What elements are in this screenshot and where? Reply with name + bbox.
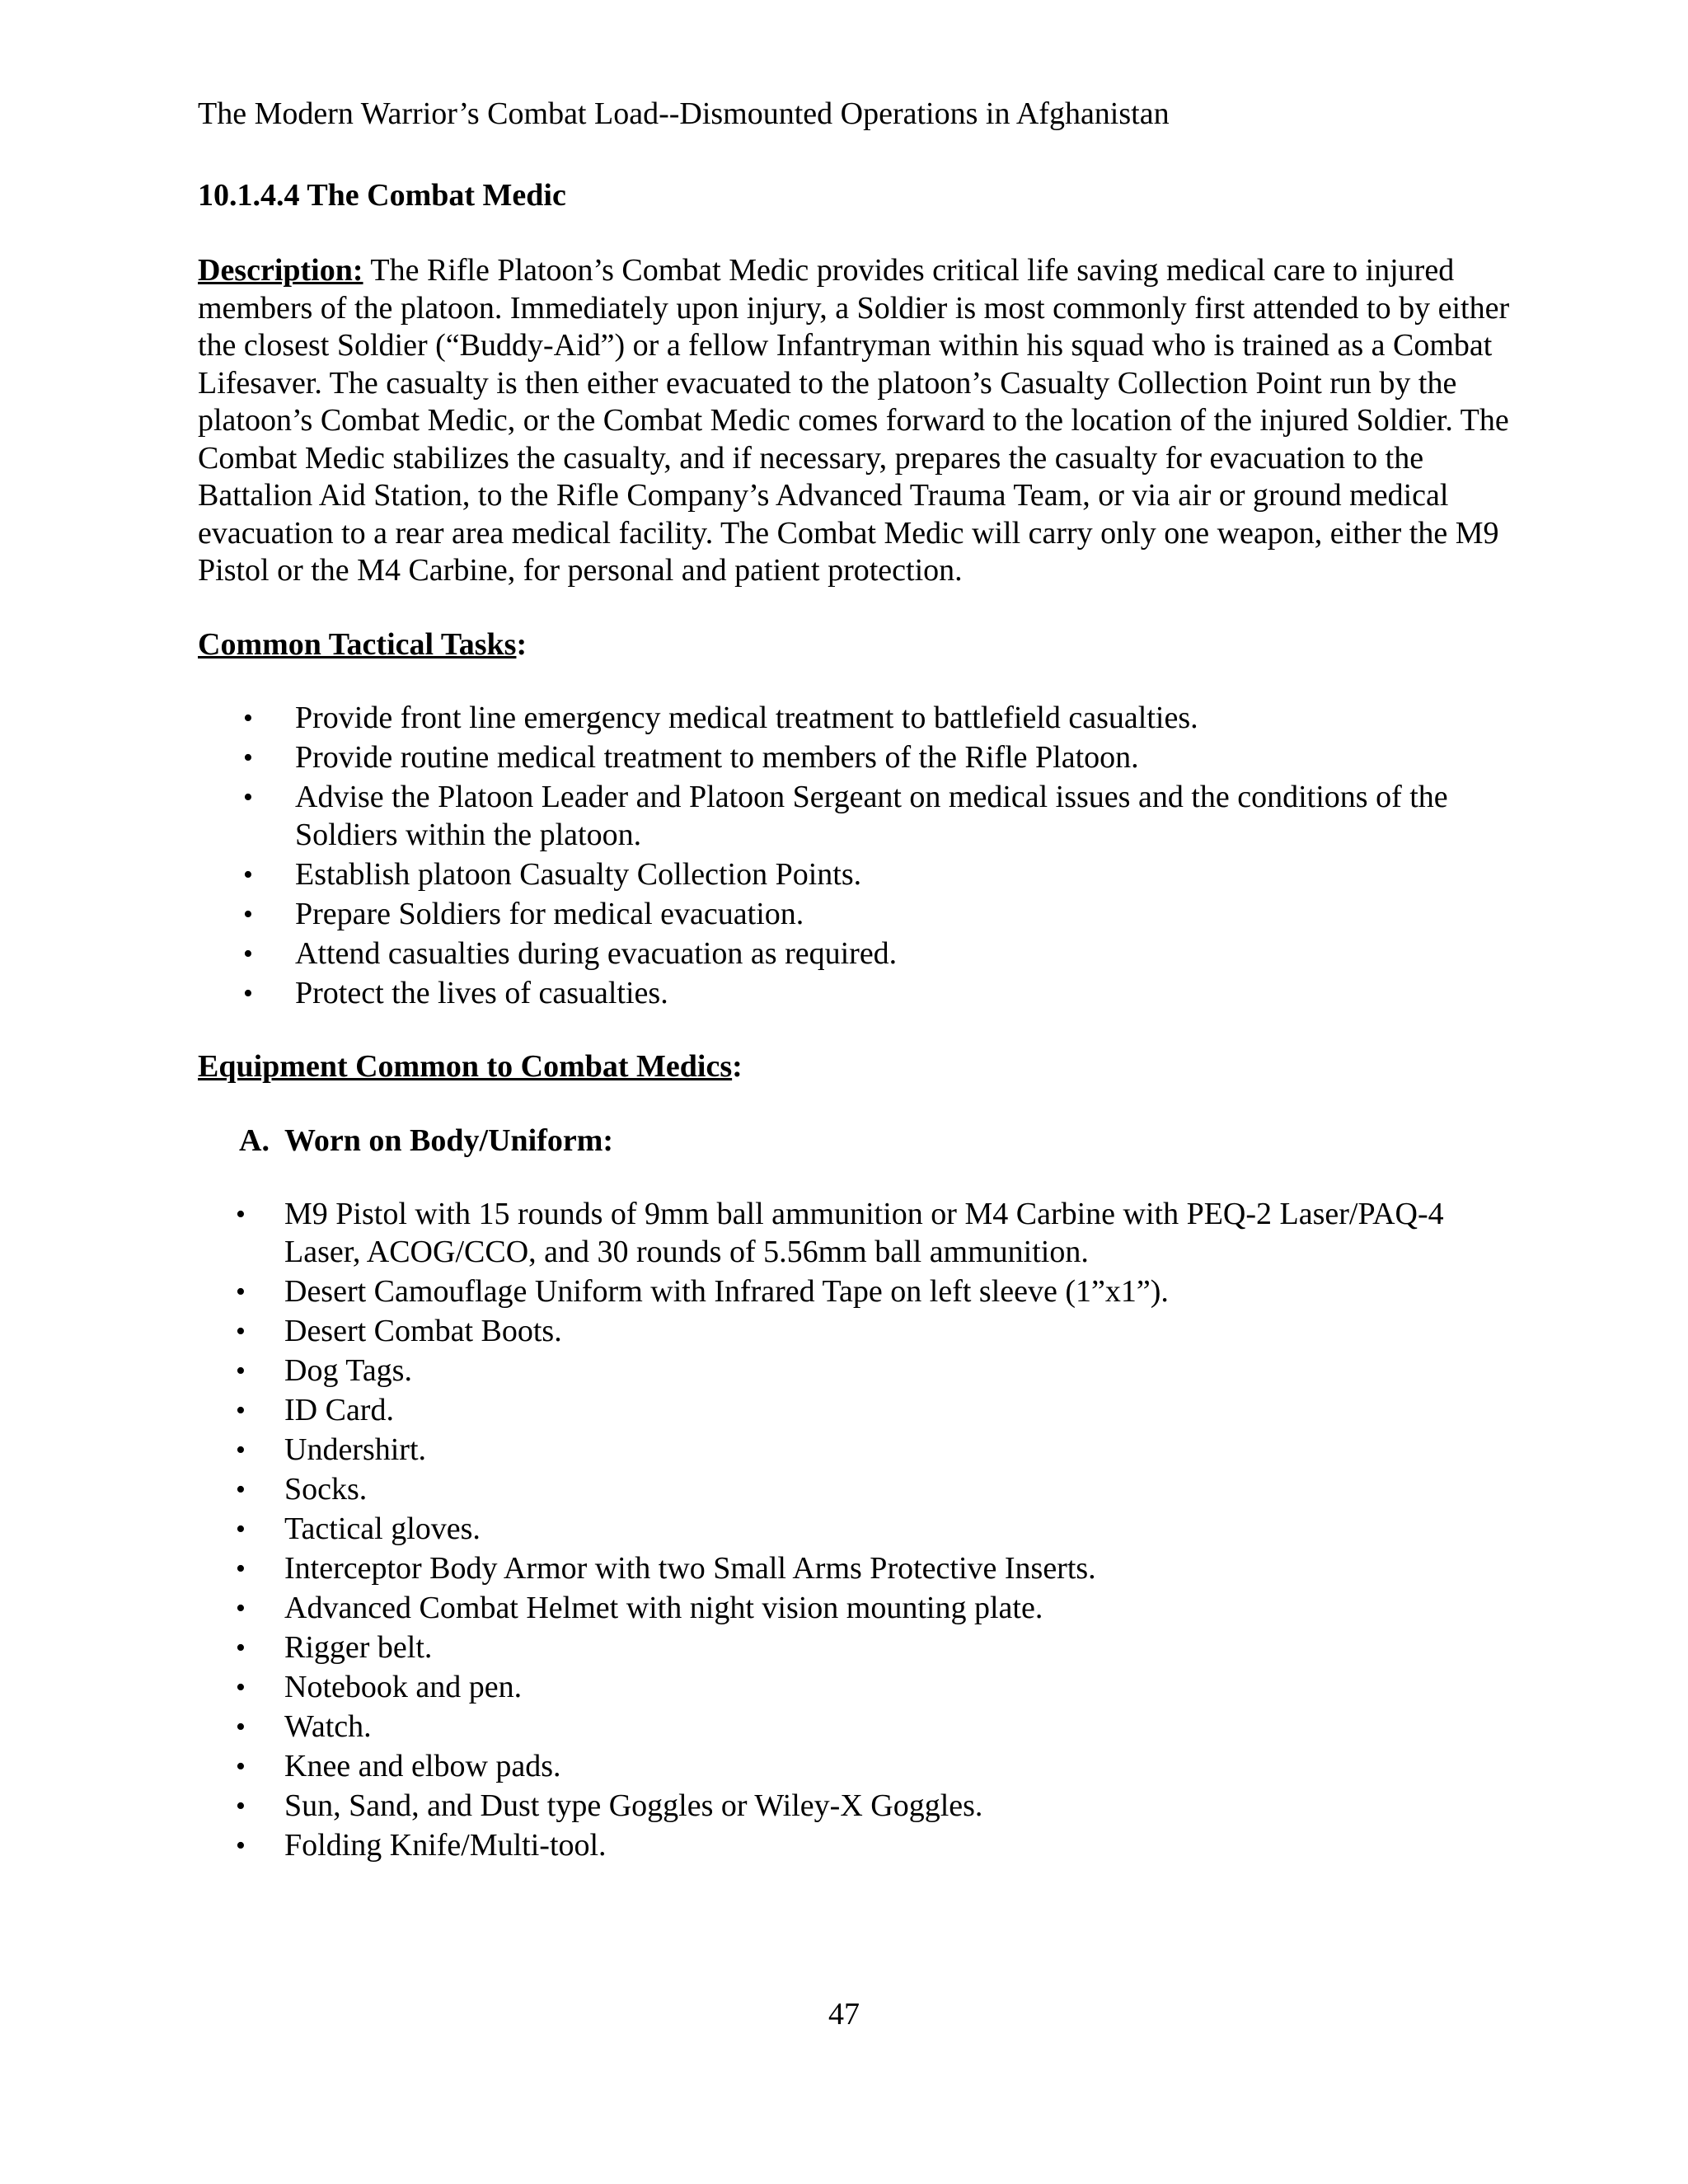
tactical-task-item xyxy=(198,896,1517,934)
bullet-icon: • xyxy=(243,703,253,733)
tactical-task-item xyxy=(198,779,1517,854)
equipment-item-text: Advanced Combat Helmet with night vision mounting plate. xyxy=(284,1590,1043,1625)
equipment-item xyxy=(198,1590,1517,1628)
equipment-heading-text: Equipment Common to Combat Medics xyxy=(198,1049,733,1084)
equipment-item xyxy=(198,1196,1517,1271)
bullet-icon: • xyxy=(236,1711,246,1742)
tactical-task-item xyxy=(198,700,1517,738)
page-number: 47 xyxy=(828,1997,860,2032)
description-label: Description: xyxy=(198,253,363,288)
description-paragraph xyxy=(198,252,1517,590)
tactical-task-item-text: Provide front line emergency medical treatment to battlefield casualties. xyxy=(295,701,1198,735)
equipment-heading-colon: : xyxy=(732,1049,743,1084)
bullet-icon: • xyxy=(236,1474,246,1505)
equipment-item-text: Notebook and pen. xyxy=(284,1669,523,1704)
bullet-icon: • xyxy=(236,1790,246,1821)
equipment-item xyxy=(198,1313,1517,1351)
description-text: The Rifle Platoon’s Combat Medic provides critical life saving medical care to injured members of the platoon. Immediately upon injury, a Soldier is most commonly first attended to by either the closest Soldier (“Buddy-Aid”) or a fellow Infantryman within his squad who is trained as a Combat Lifesaver. The casualty is then either evacuated to the platoon’s Casualty Collection Point run by the platoon’s Combat Medic, or the Combat Medic comes forward to the location of the injured Soldier. The Combat Medic stabilizes the casualty, and if necessary, prepares the casualty for evacuation to the Battalion Aid Station, to the Rifle Company’s Advanced Trauma Team, or via air or ground medical evacuation to a rear area medical facility. The Combat Medic will carry only one weapon, either the M9 Pistol or the M4 Carbine, for personal and patient protection. xyxy=(198,253,1510,588)
equipment-item xyxy=(198,1748,1517,1786)
equipment-item-text: Interceptor Body Armor with two Small Arms Protective Inserts. xyxy=(284,1550,1096,1586)
bullet-icon: • xyxy=(243,938,253,969)
subsection-letter: A. xyxy=(239,1122,270,1158)
tactical-task-item xyxy=(198,739,1517,777)
bullet-icon: • xyxy=(243,859,253,890)
equipment-subsection-heading xyxy=(239,1122,1517,1160)
equipment-item xyxy=(198,1827,1517,1865)
tactical-tasks-heading-text: Common Tactical Tasks xyxy=(198,626,517,662)
equipment-item xyxy=(198,1550,1517,1588)
equipment-item-text: Knee and elbow pads. xyxy=(284,1748,561,1783)
equipment-item-text: Rigger belt. xyxy=(284,1629,433,1665)
bullet-icon: • xyxy=(243,977,253,1009)
equipment-item-text: Desert Camouflage Uniform with Infrared Tape on left sleeve (1”x1”). xyxy=(284,1273,1169,1309)
equipment-item-text: Desert Combat Boots. xyxy=(284,1313,562,1348)
bullet-icon: • xyxy=(243,743,253,773)
equipment-item xyxy=(198,1392,1517,1430)
bullet-icon: • xyxy=(236,1830,246,1861)
tactical-task-item-text: Advise the Platoon Leader and Platoon Sergeant on medical issues and the conditions of the Soldiers within the platoon. xyxy=(295,780,1448,852)
equipment-item xyxy=(198,1273,1517,1311)
equipment-heading xyxy=(198,1048,1517,1086)
tactical-task-item-text: Provide routine medical treatment to members of the Rifle Platoon. xyxy=(295,740,1139,775)
running-header: The Modern Warrior’s Combat Load--Dismounted Operations in Afghanistan xyxy=(198,96,1170,131)
equipment-item-text: Dog Tags. xyxy=(284,1352,412,1388)
bullet-icon: • xyxy=(236,1671,246,1703)
equipment-item-text: Sun, Sand, and Dust type Goggles or Wiley-X Goggles. xyxy=(284,1788,983,1823)
tactical-task-item-text: Attend casualties during evacuation as required. xyxy=(295,935,898,971)
equipment-list xyxy=(198,1196,1517,1864)
document-page xyxy=(198,96,1517,1900)
bullet-icon: • xyxy=(236,1553,246,1584)
section-title: 10.1.4.4 The Combat Medic xyxy=(198,177,566,213)
bullet-icon: • xyxy=(236,1592,246,1624)
equipment-item-text: M9 Pistol with 15 rounds of 9mm ball ammunition or M4 Carbine with PEQ-2 Laser/PAQ-4 Laser, ACOG/CCO, and 30 rounds of 5.56mm ball ammunition. xyxy=(284,1197,1444,1269)
bullet-icon: • xyxy=(236,1199,246,1230)
equipment-item xyxy=(198,1669,1517,1707)
tactical-tasks-list xyxy=(198,700,1517,1012)
equipment-item xyxy=(198,1788,1517,1825)
tactical-task-item xyxy=(198,975,1517,1013)
tactical-task-item-text: Protect the lives of casualties. xyxy=(295,975,668,1010)
bullet-icon: • xyxy=(236,1434,246,1465)
equipment-item xyxy=(198,1511,1517,1549)
equipment-item xyxy=(198,1629,1517,1667)
tactical-task-item xyxy=(198,935,1517,973)
equipment-item-text: Folding Knife/Multi-tool. xyxy=(284,1827,607,1863)
bullet-icon: • xyxy=(243,782,253,813)
equipment-item-text: ID Card. xyxy=(284,1392,394,1427)
equipment-item xyxy=(198,1352,1517,1390)
tactical-tasks-heading-colon: : xyxy=(516,626,528,662)
subsection-title: Worn on Body/Uniform: xyxy=(284,1122,614,1158)
bullet-icon: • xyxy=(236,1750,246,1782)
tactical-task-item xyxy=(198,856,1517,894)
bullet-icon: • xyxy=(236,1632,246,1663)
equipment-item xyxy=(198,1432,1517,1469)
equipment-item-text: Socks. xyxy=(284,1471,368,1507)
bullet-icon: • xyxy=(236,1394,246,1426)
equipment-item-text: Undershirt. xyxy=(284,1432,427,1467)
bullet-icon: • xyxy=(236,1315,246,1347)
bullet-icon: • xyxy=(236,1513,246,1544)
equipment-item xyxy=(198,1471,1517,1509)
bullet-icon: • xyxy=(243,898,253,930)
bullet-icon: • xyxy=(236,1355,246,1386)
equipment-item-text: Tactical gloves. xyxy=(284,1511,481,1546)
equipment-item-text: Watch. xyxy=(284,1708,372,1744)
tactical-task-item-text: Establish platoon Casualty Collection Points. xyxy=(295,856,862,892)
bullet-icon: • xyxy=(236,1276,246,1307)
tactical-task-item-text: Prepare Soldiers for medical evacuation. xyxy=(295,896,804,931)
tactical-tasks-heading xyxy=(198,626,1517,664)
equipment-item xyxy=(198,1708,1517,1746)
